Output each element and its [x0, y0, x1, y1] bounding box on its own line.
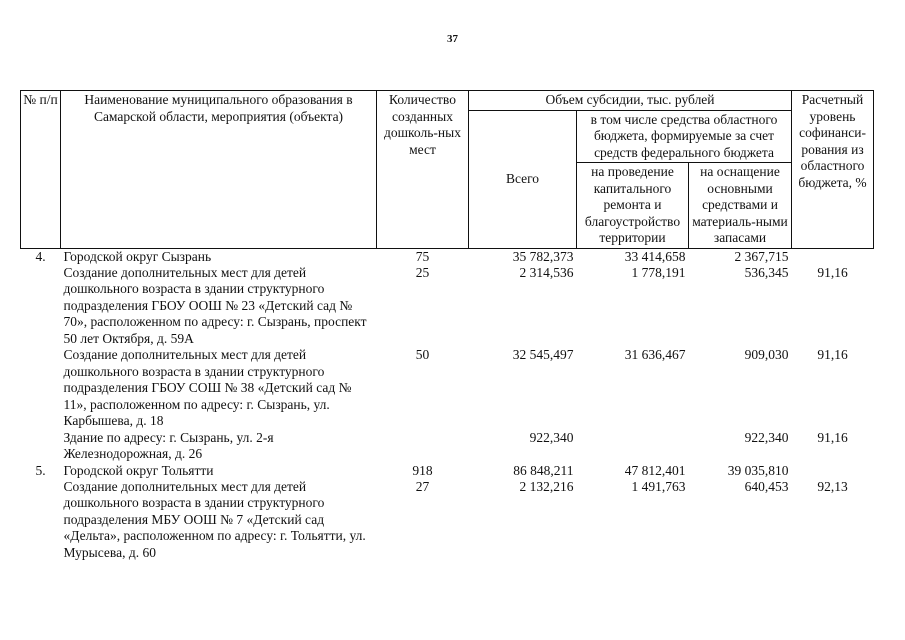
row-total: 2 314,536 — [519, 264, 574, 280]
row-name: Здание по адресу: г. Сызрань, ул. 2-я Железнодорожная, д. 26 — [63, 429, 274, 461]
row-number: 5. — [35, 462, 46, 478]
row-rate — [792, 248, 874, 265]
row-equipment: 922,340 — [744, 429, 789, 445]
header-repair: на проведение капитального ремонта и благоустройство территории — [577, 163, 689, 249]
row-total: 32 545,497 — [512, 347, 574, 362]
row-total: 35 782,373 — [512, 248, 574, 264]
row-repair: 1 778,191 — [631, 264, 686, 280]
row-equipment: 2 367,715 — [734, 248, 789, 264]
row-quantity — [377, 430, 469, 463]
table-row — [21, 430, 874, 463]
row-equipment: 909,030 — [744, 347, 789, 362]
row-equipment: 39 035,810 — [727, 462, 789, 478]
row-number — [21, 265, 61, 348]
row-rate: 91,16 — [817, 264, 848, 280]
header-including: в том числе средства областного бюджета, формируемые за счет средств федерального бюджета — [577, 110, 792, 163]
row-quantity: 50 — [415, 347, 430, 362]
row-name: Создание дополнительных мест для детей дошкольного возраста в здании структурного подразделения МБУ ООШ № 7 «Детский сад «Дельта», расположенном по адресу: г. Тольятти, ул. Мурысева, д. 60 — [63, 478, 366, 560]
row-equipment: 536,345 — [744, 264, 789, 280]
row-repair: 47 812,401 — [624, 462, 686, 478]
row-rate: 92,13 — [817, 478, 848, 494]
row-name: Создание дополнительных мест для детей дошкольного возраста в здании структурного подразделения ГБОУ СОШ № 38 «Детский сад № 11», расположенном по адресу: г. Сызрань, ул. Карбышева, д. 18 — [63, 347, 352, 428]
header-rate: Расчетный уровень софинанси-рования из областного бюджета, % — [792, 91, 874, 249]
row-number — [21, 479, 61, 562]
row-equipment: 640,453 — [744, 478, 789, 494]
row-total: 86 848,211 — [513, 462, 574, 478]
subsidy-table — [20, 90, 874, 561]
row-name: Создание дополнительных мест для детей дошкольного возраста в здании структурного подразделения ГБОУ ООШ № 23 «Детский сад № 70», расположенном по адресу: г. Сызрань, проспект 50 лет Октября, д. 59А — [63, 264, 367, 346]
header-num: № п/п — [21, 91, 61, 249]
table-body — [21, 248, 874, 561]
row-total: 2 132,216 — [519, 478, 574, 494]
row-quantity: 27 — [415, 478, 430, 494]
row-rate — [792, 463, 874, 479]
row-rate: 91,16 — [817, 347, 848, 362]
row-quantity: 75 — [415, 248, 430, 264]
header-subsidy: Объем субсидии, тыс. рублей — [469, 91, 792, 111]
header-name: Наименование муниципального образования в Самарской области, мероприятия (объекта) — [61, 91, 377, 249]
row-number — [21, 347, 61, 430]
header-total: Всего — [469, 110, 577, 248]
table-row — [21, 479, 874, 562]
table-row — [21, 248, 874, 265]
row-quantity: 25 — [415, 264, 430, 280]
row-repair: 31 636,467 — [624, 347, 686, 362]
table-row — [21, 347, 874, 430]
row-number — [21, 430, 61, 463]
header-equipment: на оснащение основными средствами и материаль-ными запасами — [689, 163, 792, 249]
page-number: 37 — [447, 33, 458, 45]
row-name: Городской округ Тольятти — [63, 462, 214, 478]
row-total: 922,340 — [529, 429, 574, 445]
table-row — [21, 265, 874, 348]
row-repair: 33 414,658 — [624, 248, 686, 264]
header-qty: Количество созданных дошколь-ных мест — [377, 91, 469, 249]
row-repair: 1 491,763 — [631, 478, 686, 494]
row-rate: 91,16 — [817, 429, 848, 445]
row-repair — [577, 430, 689, 463]
table-row — [21, 463, 874, 479]
row-quantity: 918 — [412, 462, 433, 478]
table-header — [21, 91, 874, 249]
row-name: Городской округ Сызрань — [63, 248, 212, 264]
row-number: 4. — [35, 248, 46, 264]
